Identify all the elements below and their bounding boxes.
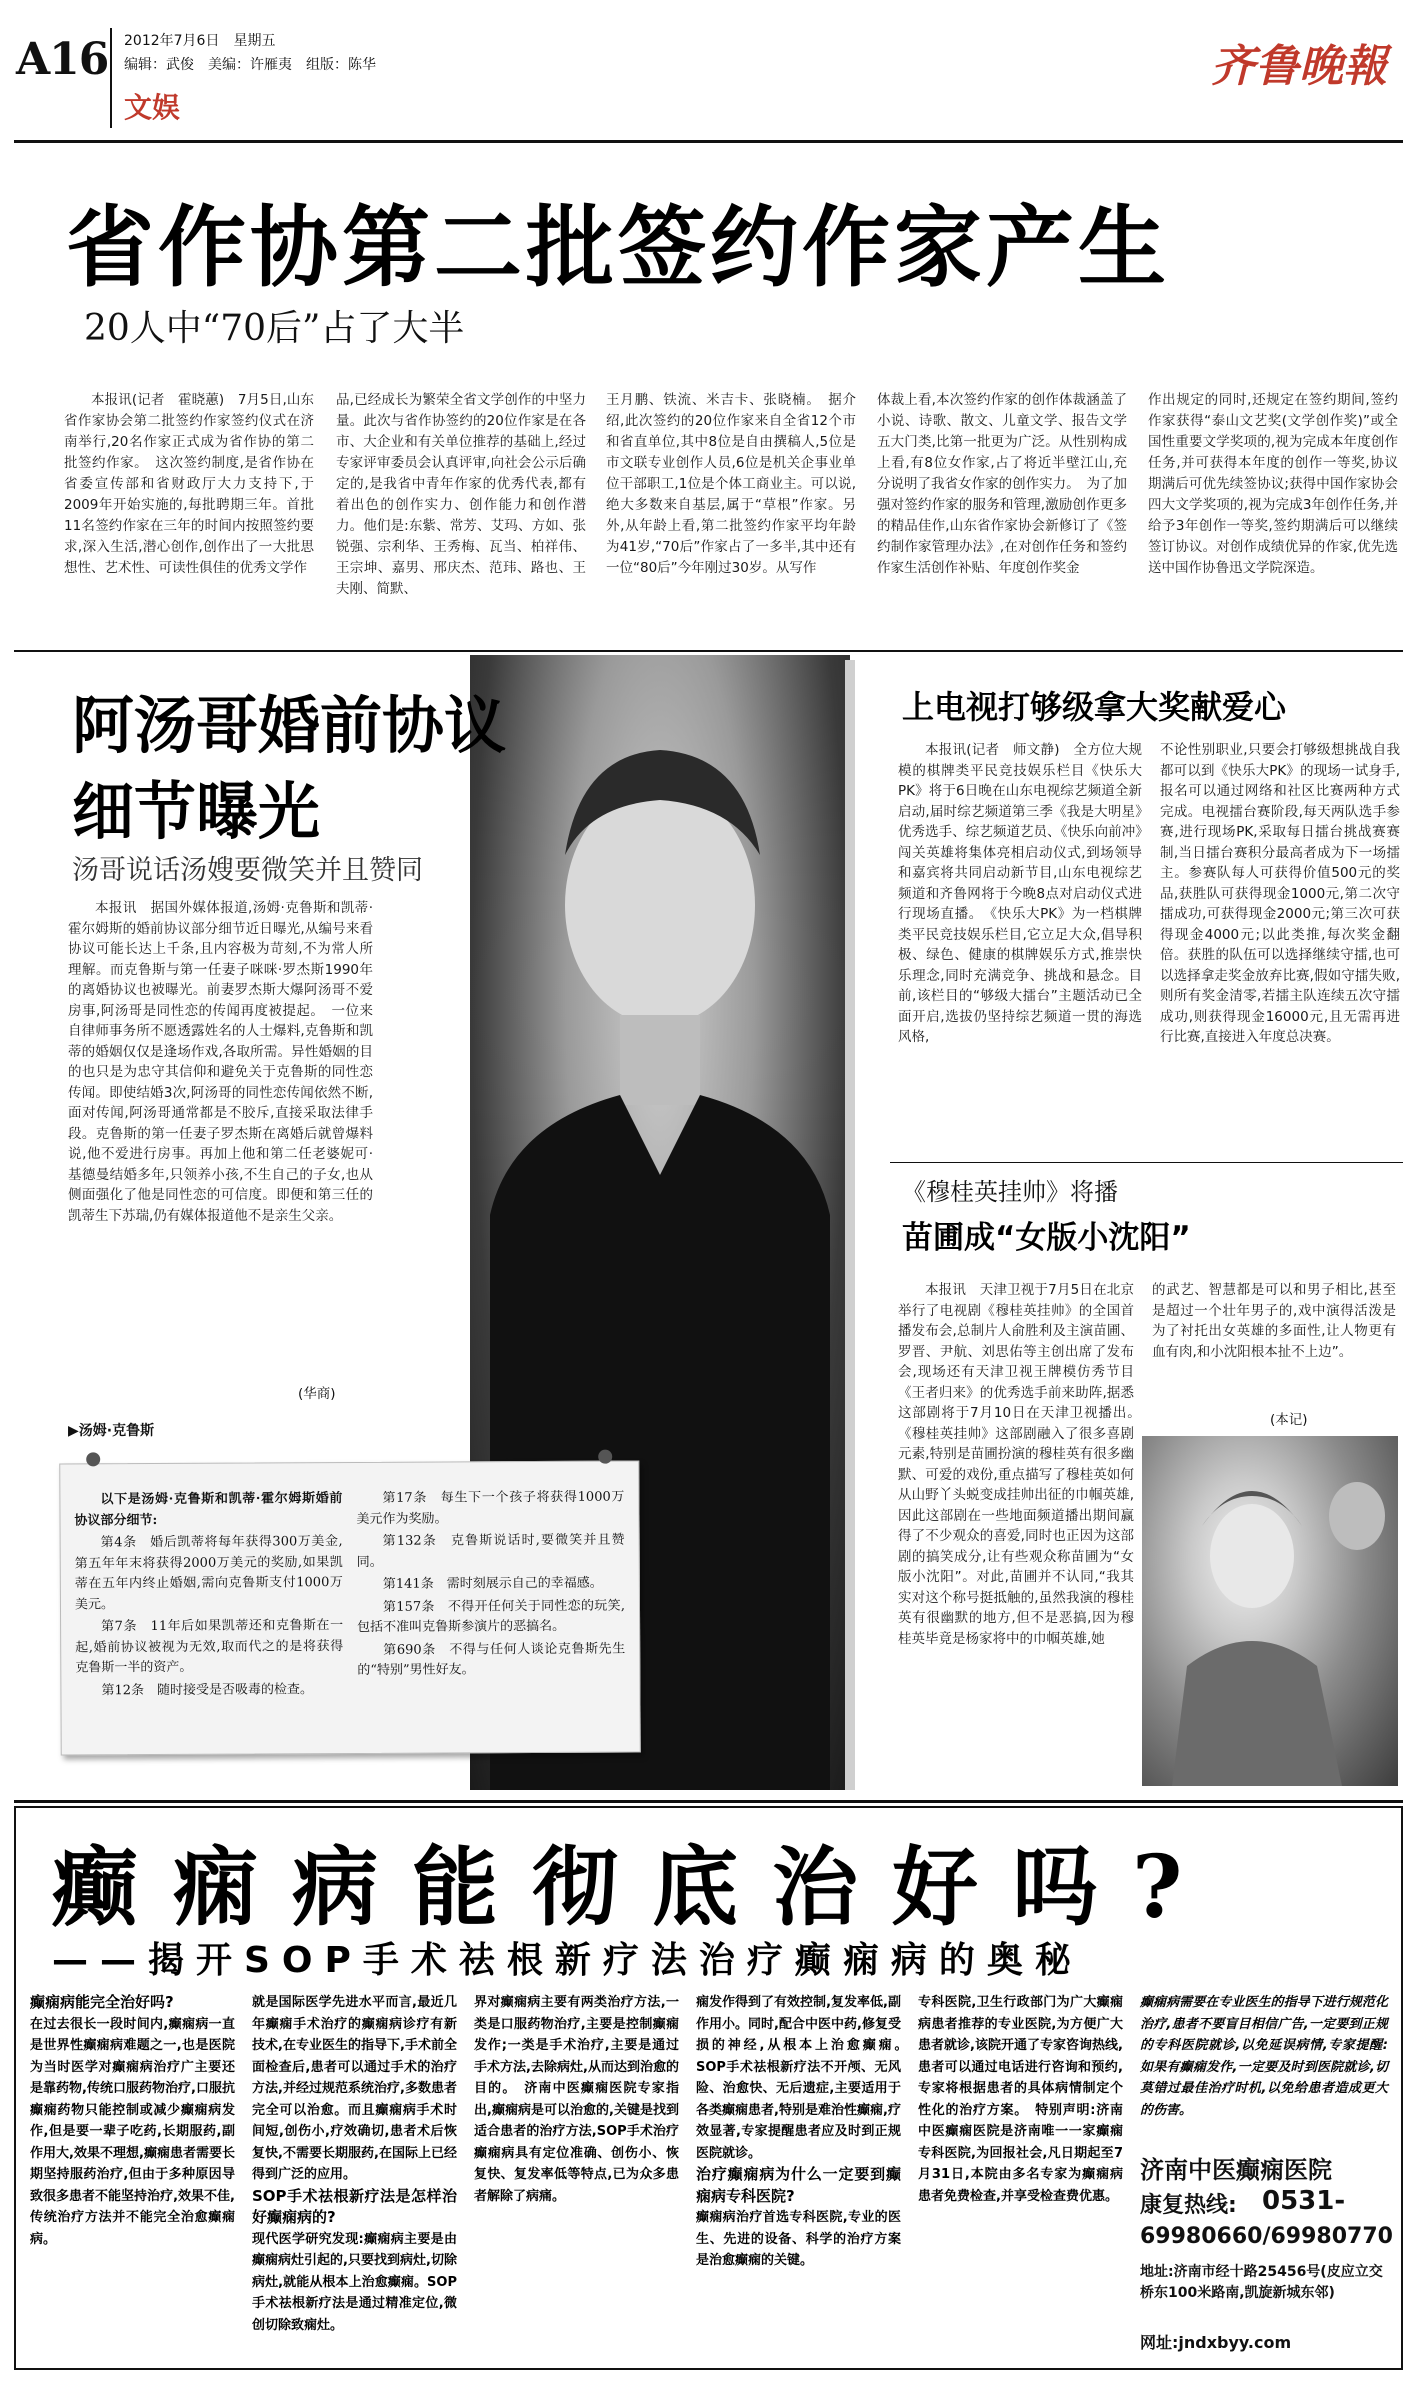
section-label: 文娱: [124, 91, 181, 124]
story3-headline: 上电视打够级拿大奖献爱心: [902, 688, 1287, 726]
masthead-rule: [14, 140, 1403, 143]
story4-headline: 苗圃成“女版小沈阳”: [902, 1220, 1191, 1256]
story1-subhead: 20人中“70后”占了大半: [84, 308, 465, 349]
staff-line: 编辑：武俊 美编：许雁夷 组版：陈华: [124, 57, 376, 73]
story1-col-5: 作出规定的同时,还规定在签约期间,签约作家获得“泰山文艺奖(文学创作奖)”或全国性重要文学奖项的,视为完成本年度创作任务,并可获得本年度的创作一等奖,协议期满后可优先续签协议;获得中国作家协会四大文学奖项的,视为完成3年创作任务,并给予3年创作一等奖,签约期满后可以继续签订协议。对创作成绩优异的作家,优先选送中国作协鲁迅文学院深造。: [1148, 392, 1398, 576]
date-line: 2012年7月6日 星期五: [124, 33, 276, 49]
story1-col-1: 本报讯(记者 霍晓蕙) 7月5日,山东省作家协会第二批签约作家签约仪式在济南举行,20名作家正式成为省作协的第二批签约作家。 这次签约制度,是省作协在省委宣传部和省财政厅大力支持下,于2009年开始实施的,每批聘期三年。首批11名签约作家在三年的时间内按照签约要求,深入生活,潜心创作,创作出了一大批思想性、艺术性、可读性俱佳的优秀文学作: [64, 392, 314, 576]
hospital-name: 济南中医癫痫医院: [1140, 2156, 1332, 2184]
ad-col-3: 界对癫痫病主要有两类治疗方法,一类是口服药物治疗,主要是控制癫痫发作;一类是手术治疗,主要是通过手术方法,去除病灶,从而达到治愈的目的。 济南中医癫痫医院专家指出,癫痫病是可以治愈的,关键是找到适合患者的治疗方法,SOP手术治疗癫痫病具有定位准确、创伤小、恢复快、复发率低等特点,已为众多患者解除了病痛。: [474, 1995, 679, 2204]
ad-col-4: 痫发作得到了有效控制,复发率低,副作用小。同时,配合中医中药,修复受损的神经,从根本上治愈癫痫。 SOP手术祛根新疗法不开颅、无风险、治愈快、无后遗症,主要适用于各类癫痫患者,特别是难治性癫痫,疗效显著,专家提醒患者应及时到正规医院就诊。 治疗癫痫病为什么一定要到癫痫病专科医院? 癫痫病治疗首选专科医院,专业的医生、先进的设备、科学的治疗方案是治愈癫痫的关键。: [696, 1995, 915, 2268]
costume-figure: [1142, 1436, 1398, 1786]
note-intro: 以下是汤姆·克鲁斯和凯蒂·霍尔姆斯婚前协议部分细节:: [74, 1491, 343, 1528]
story1-col-4: 体裁上看,本次签约作家的创作体裁涵盖了小说、诗歌、散文、儿童文学、报告文学五大门类,比第一批更为广泛。从性别构成上看,有8位女作家,占了将近半壁江山,充分说明了我省女作家的创作实力。 为了加强对签约作家的服务和管理,激励创作更多的精品佳作,山东省作家协会新修订了《签约制作家管理办法》,在对创作任务和签约作家生活创作补贴、年度创作奖金: [877, 392, 1127, 576]
story1-col-3: 王月鹏、铁流、米吉卡、张晓楠。 据介绍,此次签约的20位作家来自全省12个市和省直单位,其中8位是自由撰稿人,5位是市文联专业创作人员,6位是机关企事业单位干部职工,1位是个体工商业主。可以说,绝大多数来自基层,属于“草根”作家。另外,从年龄上看,第二批签约作家平均年龄为41岁,“70后”作家占了一多半,其中还有一位“80后”今年刚过30岁。从写作: [606, 392, 856, 576]
story2-subhead: 汤哥说话汤嫂要微笑并且赞同: [72, 855, 423, 886]
story3-col-1: 本报讯(记者 师文静) 全方位大规模的棋牌类平民竞技娱乐栏目《快乐大PK》将于6日晚在山东电视综艺频道全新启动,届时综艺频道第三季《我是大明星》优秀选手、综艺频道艺员、《快乐向前冲》闯关英雄将集体亮相启动仪式,到场领导和嘉宾将共同启动新节目,山东电视综艺频道和齐鲁网将于今晚8点对启动仪式进行现场直播。 《快乐大PK》为一档棋牌类平民竞技娱乐栏目,它立足大众,倡导积极、绿色、健康的棋牌娱乐方式,推崇快乐理念,同时充满竞争、挑战和悬念。目前,该栏目的“够级大擂台”主题活动已全面开启,选拔仍坚持综艺频道一贯的海选风格,: [898, 742, 1142, 1045]
ad-col-1: 癫痫病能完全治好吗? 在过去很长一段时间内,癫痫病一直是世界性癫痫病难题之一,也是医院为当时医学对癫痫病治疗广主要还是靠药物,传统口服药物治疗,口服抗癫痫药物只能控制或减少癫痫病发作,但是要一辈子吃药,长期服药,副作用大,效果不理想,癫痫患者需要长期坚持服药治疗,但由于多种原因导致很多患者不能坚持治疗,效果不佳,传统治疗方法并不能完全治愈癫痫病。: [30, 1993, 235, 2247]
pushpin-icon: [86, 1452, 100, 1466]
note-item: 第4条 婚后凯蒂将每年获得300万美金,第五年年末将获得2000万美元的奖励,如果凯蒂在五年内终止婚姻,需向克鲁斯支付1000万美元。: [74, 1534, 343, 1612]
note-item: 第7条 11年后如果凯蒂还和克鲁斯在一起,婚前协议被视为无效,取而代之的是将获得克鲁斯一半的资产。: [75, 1618, 344, 1676]
ad-subhead: ——揭开SOP手术祛根新疗法治疗癫痫病的奥秘: [52, 1940, 1083, 1981]
story2-byline: (华商): [298, 1386, 336, 1402]
story1-headline: 省作协第二批签约作家产生: [66, 196, 1171, 299]
note-item: 第12条 随时接受是否吸毒的检查。: [101, 1681, 314, 1698]
prenup-note-box: [59, 1460, 641, 1755]
ad-top-rule: [14, 1800, 1403, 1803]
story4-col-1: 本报讯 天津卫视于7月5日在北京举行了电视剧《穆桂英挂帅》的全国首播发布会,总制片人俞胜利及主演苗圃、罗晋、尹航、刘思佑等主创出席了发布会,现场还有天津卫视王牌模仿秀节目《王者归来》的优秀选手前来助阵,据悉这部剧将于7月10日在天津卫视播出。 《穆桂英挂帅》这部剧融入了很多喜剧元素,特别是苗圃扮演的穆桂英有很多幽默、可爱的戏份,重点描写了穆桂英如何从山野丫头蜕变成挂帅出征的巾帼英雄,因此这部剧在一些地面频道播出期间赢得了不少观众的喜爱,同时也正因为这部剧的搞笑成分,让有些观众称苗圃为“女版小沈阳”。对此,苗圃并不认同,“我其实对这个称号挺抵触的,虽然我演的穆桂英有很幽默的地方,但不是恶搞,因为穆桂英毕竟是杨家将中的巾帼英雄,她: [898, 1282, 1148, 1647]
hotline-number-prefix: 0531-: [1262, 2186, 1346, 2216]
hotline-numbers: 69980660/69980770: [1140, 2224, 1393, 2249]
hospital-website: 网址:jndxbyy.com: [1140, 2333, 1292, 2352]
note-item: 第132条 克鲁斯说话时,要微笑并且赞同。: [356, 1532, 625, 1570]
story2-headline-line1: 阿汤哥婚前协议: [72, 689, 507, 762]
photo-caption: ▶汤姆·克鲁斯: [68, 1423, 155, 1439]
pushpin-icon: [598, 1450, 612, 1464]
story2-body: 本报讯 据国外媒体报道,汤姆·克鲁斯和凯蒂·霍尔姆斯的婚前协议部分细节近日曝光,从编号来看协议可能长达上千条,且内容极为苛刻,不为常人所理解。而克鲁斯与第一任妻子咪咪·罗杰斯1990年的离婚协议也被曝光。前妻罗杰斯大爆阿汤哥不爱房事,阿汤哥是同性恋的传闻再度被提起。 一位来自律师事务所不愿透露姓名的人士爆料,克鲁斯和凯蒂的婚姻仅仅是逢场作戏,各取所需。异性婚姻的目的也只是为忠守其信仰和避免关于克鲁斯的同性恋传闻。即使结婚3次,阿汤哥的同性恋传闻依然不断,面对传闻,阿汤哥通常都是不胶斥,直接采取法律手段。克鲁斯的第一任妻子罗杰斯在离婚后就曾爆料说,他不爱进行房事。再加上他和第二任老婆妮可·基德曼结婚多年,只领养小孩,不生自己的子女,也从侧面强化了他是同性恋的可信度。即便和第三任的凯蒂生下苏瑞,仍有媒体报道他不是亲生父亲。: [68, 900, 373, 1224]
photo-frame-right: [845, 660, 855, 1790]
ad-col-5: 专科医院,卫生行政部门为广大癫痫病患者推荐的专业医院,为方便广大患者就诊,该院开通了专家咨询热线,患者可以通过电话进行咨询和预约,专家将根据患者的具体病情制定个性化的治疗方案。 特别声明:济南中医癫痫医院是济南唯一一家癫痫专科医院,为回报社会,凡日期起至7月31日,本院由多名专家为癫痫病患者免费检查,并享受检查费优惠。: [918, 1995, 1123, 2204]
paper-logo: 齐鲁晚報: [1211, 41, 1387, 92]
note-item: 第141条 需时刻展示自己的幸福感。: [382, 1575, 603, 1592]
story1-col-2: 品,已经成长为繁荣全省文学创作的中坚力量。此次与省作协签约的20位作家是在各市、大企业和有关单位推荐的基础上,经过专家评审委员会认真评审,向社会公示后确定的,是我省中青年作家的优秀代表,都有着出色的创作实力、创作能力和创作潜力。他们是:东紫、常芳、艾玛、方如、张锐强、宗利华、王秀梅、瓦当、柏祥伟、王宗坤、嘉男、邢庆杰、范玮、路也、王夫刚、简默、: [336, 392, 586, 597]
note-item: 第157条 不得开任何关于同性恋的玩笑,包括不准叫克鲁斯参演片的恶搞名。: [357, 1598, 626, 1635]
ad-col-2: 就是国际医学先进水平而言,最近几年癫痫手术治疗的癫痫病诊疗有新技术,在专业医生的指导下,手术前全面检查后,患者可以通过手术的治疗方法,并经过规范系统治疗,多数患者完全可以治愈。而且癫痫病手术时间短,创伤小,疗效确切,患者术后恢复快,不需要长期服药,在国际上已经得到广泛的应用。 SOP手术祛根新疗法是怎样治好癫痫病的? 现代医学研究发现:癫痫病主要是由癫痫病灶引起的,只要找到病灶,切除病灶,就能从根本上治愈癫痫。SOP手术祛根新疗法是通过精准定位,微创切除致痫灶。: [252, 1995, 457, 2333]
story4-byline: (本记): [1270, 1412, 1308, 1428]
note-item: 第690条 不得与任何人谈论克鲁斯先生的“特别”男性好友。: [357, 1641, 626, 1678]
hotline-label: 康复热线:: [1140, 2193, 1237, 2218]
hospital-address: 地址:济南市经十路25456号(皮应立交桥东100米路南,凯旋新城东邻): [1140, 2264, 1383, 2301]
story4-col-2: 的武艺、智慧都是可以和男子相比,甚至是超过一个壮年男子的,戏中演得活泼是为了衬托出女英雄的多面性,让人物更有血有肉,和小沈阳根本扯不上边”。: [1152, 1282, 1396, 1360]
story1-bottom-rule: [14, 650, 1403, 652]
note-left-column: [74, 1489, 343, 1701]
ad-headline: 癫痫病能彻底治好吗?: [52, 1837, 1217, 1938]
story2-headline-line2: 细节曝光: [72, 775, 321, 848]
note-right-column: [356, 1488, 625, 1682]
story3-col-2: 不论性别职业,只要会打够级想挑战自我都可以到《快乐大PK》的现场一试身手,报名可以通过网络和社区比赛两种方式完成。电视擂台赛阶段,每天两队选手参赛,进行现场PK,采取每日擂台挑战赛赛制,当日擂台赛积分最高者成为下一场擂主。参赛队每人可获得价值500元的奖品,获胜队可获得现金1000元,第二次守擂成功,可获得现金2000元;第三次可获得现金4000元;以此类推,每次奖金翻倍。获胜的队伍可以选择继续守擂,也可以选择拿走奖金放弃比赛,假如守擂失败,则所有奖金清零,若擂主队连续五次守擂成功,则获得现金16000元,且无需再进行比赛,直接进入年度总决赛。: [1160, 742, 1400, 1045]
ad-col-6: 癫痫病需要在专业医生的指导下进行规范化治疗,患者不要盲目相信广告,一定要到正规的专科医院就诊,以免延误病情,专家提醒:如果有癫痫发作,一定要及时到医院就诊,切莫错过最佳治疗时机,以免给患者造成更大的伤害。: [1140, 1995, 1388, 2118]
page-number: A16: [16, 34, 109, 85]
note-item: 第17条 每生下一个孩子将获得1000万美元作为奖励。: [356, 1489, 625, 1527]
story4-kicker: 《穆桂英挂帅》将播: [902, 1178, 1118, 1206]
story3-bottom-rule: [890, 1162, 1403, 1163]
masthead-divider-vertical: [110, 28, 112, 128]
miao-pu-photo: [1142, 1436, 1398, 1786]
